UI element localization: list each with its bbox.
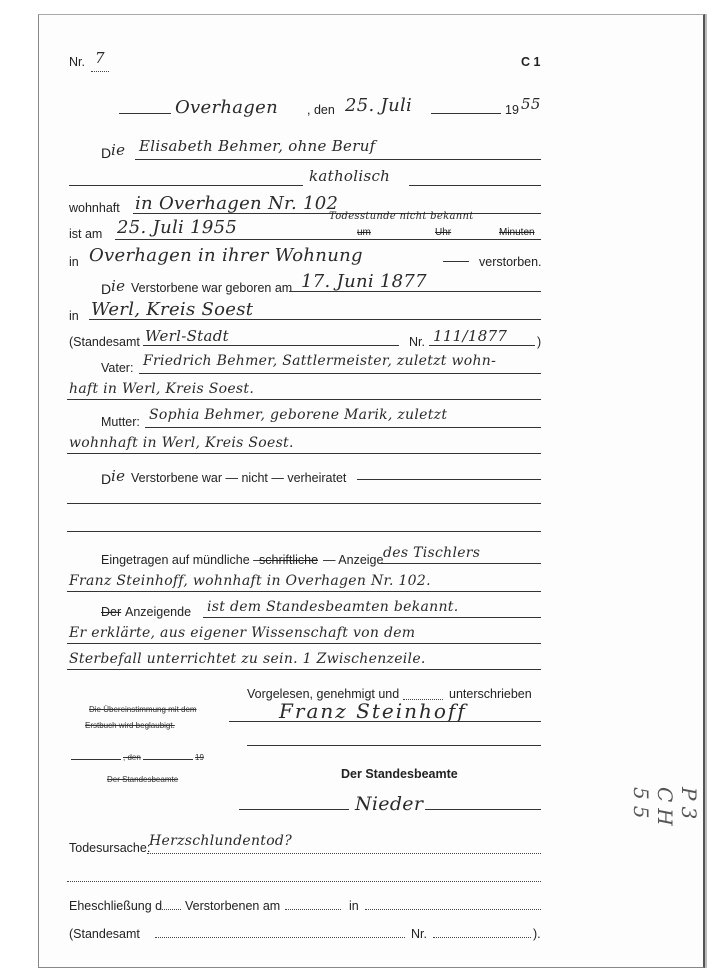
statement-line3: Sterbefall unterrichtet zu sein. 1 Zwischenzeile.: [69, 651, 426, 667]
footer-in-label: in: [349, 899, 359, 913]
reporter-line2: Franz Steinhoff, wohnhaft in Overhagen Nr. 102.: [69, 573, 431, 589]
residence-value: in Overhagen Nr. 102: [135, 193, 339, 214]
vorgelesen-label: Vorgelesen, genehmigt und: [247, 687, 400, 701]
civil-register-page: [38, 14, 705, 968]
vater-line2: haft in Werl, Kreis Soest.: [69, 381, 255, 397]
standesamt-value: Werl-Stadt: [145, 327, 229, 345]
minuten-label: Minuten: [499, 227, 535, 238]
verstorben-label: verstorben.: [479, 255, 542, 269]
d-prefix: D: [101, 145, 112, 161]
mutter-label: Mutter:: [101, 415, 140, 429]
verstorbenen-label: Verstorbenen am: [185, 899, 281, 913]
schriftliche-struck: schriftliche: [259, 553, 319, 567]
standesamt-label: (Standesamt: [69, 335, 140, 349]
marital-d-suffix: ie: [111, 467, 126, 485]
birth-nr-value: 111/1877: [433, 327, 508, 345]
der-standesbeamte-label: Der Standesbeamte: [341, 767, 458, 781]
ist-am-label: ist am: [69, 227, 103, 241]
marital-label: Verstorbene war — nicht — verheiratet: [131, 471, 347, 485]
uebereinstimmung-line1: Die Übereinstimmung mit dem: [89, 705, 197, 714]
nr-label: Nr.: [69, 55, 85, 69]
anzeige-label: — Anzeige: [323, 553, 384, 567]
year-suffix: 55: [521, 95, 541, 113]
birth-in-label: in: [69, 309, 79, 323]
year-label-small: 19: [195, 753, 204, 762]
birth-d-suffix: ie: [111, 277, 126, 295]
birth-close-paren: ): [537, 335, 542, 349]
footer-nr-label: Nr.: [411, 927, 427, 941]
year-prefix: 19: [505, 103, 519, 117]
reporter-line1: des Tischlers: [383, 545, 481, 561]
birth-date: 17. Juni 1877: [301, 271, 427, 292]
birth-label: Verstorbene war geboren am: [131, 281, 293, 295]
birth-nr-label: Nr.: [409, 335, 425, 349]
eingetragen-label: Eingetragen auf mündliche —: [101, 553, 266, 567]
den-label: , den: [307, 103, 335, 117]
birth-d-prefix: D: [101, 281, 112, 297]
footer-standesamt-label: (Standesamt: [69, 927, 140, 941]
wohnhaft-label: wohnhaft: [69, 201, 120, 215]
um-label: um: [357, 227, 371, 238]
in-label: in: [69, 255, 79, 269]
mutter-line1: Sophia Behmer, geborene Marik, zuletzt: [149, 407, 448, 423]
mutter-line2: wohnhaft in Werl, Kreis Soest.: [69, 435, 294, 451]
footer-close: ).: [533, 927, 541, 941]
religion-value: katholisch: [309, 167, 391, 185]
vater-label: Vater:: [101, 361, 134, 375]
place-value: Overhagen: [175, 97, 278, 118]
eheschliessung-label: Eheschließung d: [69, 899, 163, 913]
todesursache-value: Herzschlundentod?: [149, 833, 293, 849]
den-label-small: , den: [123, 753, 141, 762]
unterschrieben-label: unterschrieben: [449, 687, 532, 701]
official-signature: Nieder: [355, 793, 424, 815]
der-label: Der: [101, 605, 122, 619]
d-suffix: ie: [111, 141, 126, 159]
deceased-name: Elisabeth Behmer, ohne Beruf: [139, 137, 376, 155]
time-note: Todesstunde nicht bekannt: [329, 211, 474, 222]
vater-line1: Friedrich Behmer, Sattlermeister, zuletzt wohn-: [143, 353, 497, 369]
anzeigende-label: Anzeigende: [125, 605, 192, 619]
nr-value: 7: [95, 49, 105, 67]
margin-pencil-note: P3 CH 55: [629, 787, 701, 832]
statement-line1: ist dem Standesbeamten bekannt.: [207, 599, 459, 615]
uhr-label: Uhr: [435, 227, 452, 238]
statement-line2: Er erklärte, aus eigener Wissenschaft von dem: [69, 625, 416, 641]
form-code: C 1: [521, 55, 541, 69]
der-standesbeamte-small: Der Standesbeamte: [107, 775, 179, 784]
marital-d-prefix: D: [101, 471, 112, 487]
todesursache-label: Todesursache:: [69, 841, 151, 855]
reporter-signature: Franz Steinhoff: [279, 699, 467, 723]
uebereinstimmung-line2: Erstbuch wird beglaubigt.: [85, 721, 175, 730]
date-value: 25. Juli: [345, 95, 413, 116]
death-date: 25. Juli 1955: [117, 217, 238, 238]
death-place: Overhagen in ihrer Wohnung: [89, 245, 363, 266]
birth-place: Werl, Kreis Soest: [91, 299, 254, 320]
